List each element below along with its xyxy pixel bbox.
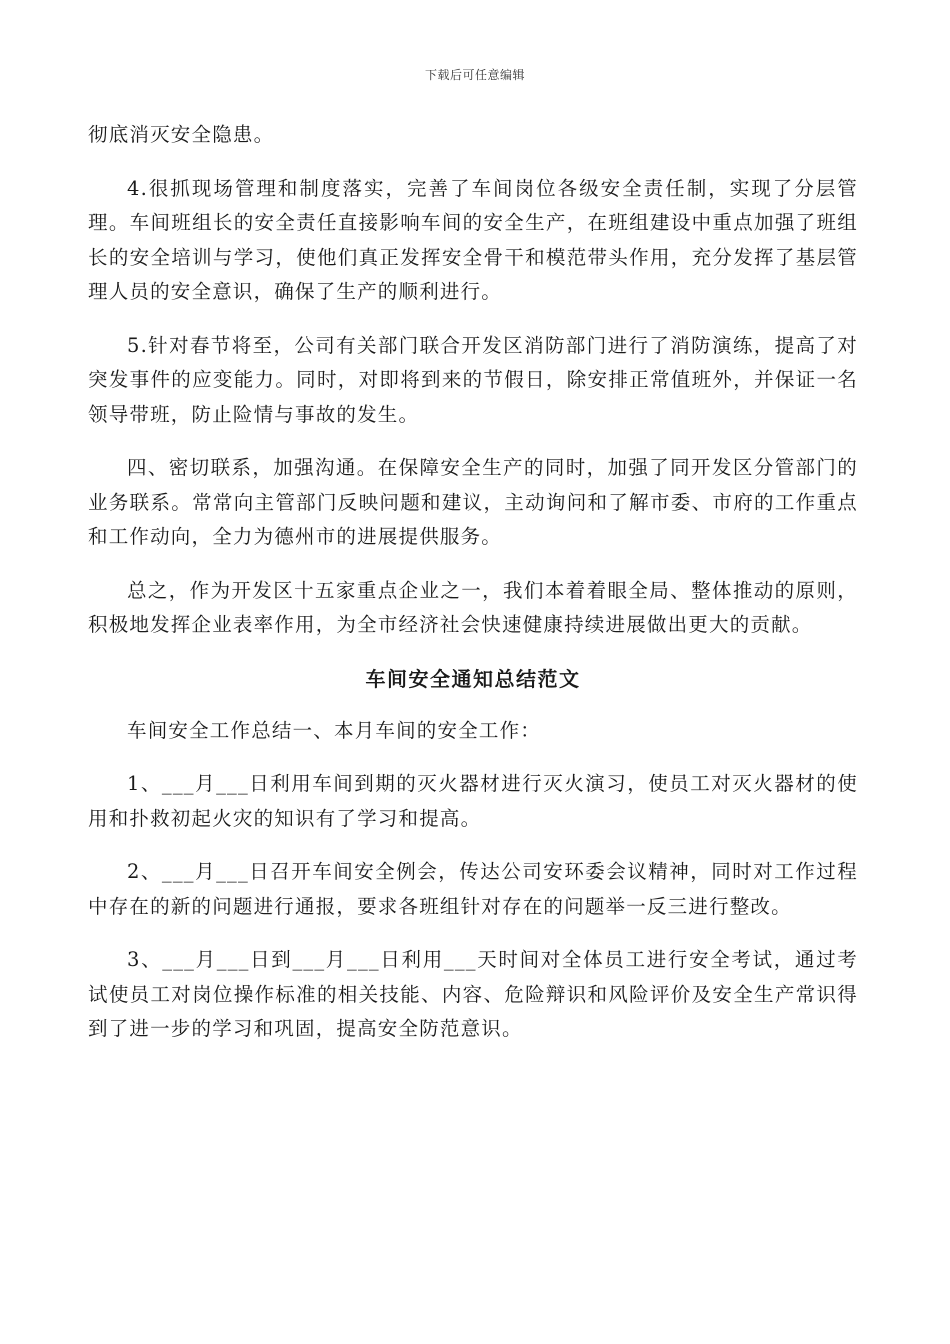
paragraph-list-3: 3、___月___日到___月___日利用___天时间对全体员工进行安全考试，通过考试使员工对岗位操作标准的相关技能、内容、危险辩识和风险评价及安全生产常识得到了进一步的学习和巩固，提高安全防范意识。 (88, 948, 858, 1040)
paragraph-item-5: 5.针对春节将至，公司有关部门联合开发区消防部门进行了消防演练，提高了对突发事件的应变能力。同时，对即将到来的节假日，除安排正常值班外，并保证一名领导带班，防止险情与事故的发生。 (88, 333, 858, 426)
paragraph-section-four: 四、密切联系，加强沟通。在保障安全生产的同时，加强了同开发区分管部门的业务联系。常常向主管部门反映问题和建议，主动询问和了解市委、市府的工作重点和工作动向，全力为德州市的进展提供服务。 (88, 456, 858, 548)
paragraph-continuation: 彻底消灭安全隐患。 (88, 123, 275, 146)
paragraph-list-2: 2、___月___日召开车间安全例会，传达公司安环委会议精神，同时对工作过程中存在的新的问题进行通报，要求各班组针对存在的问题举一反三进行整改。 (88, 860, 858, 918)
page-header: 下载后可任意编辑 (424, 68, 525, 82)
paragraph-intro: 车间安全工作总结一、本月车间的安全工作： (127, 718, 542, 742)
section-title: 车间安全通知总结范文 (365, 666, 581, 691)
paragraph-list-1: 1、___月___日利用车间到期的灭火器材进行灭火演习，使员工对灭火器材的使用和扑救初起火灾的知识有了学习和提高。 (88, 772, 858, 830)
document-body (88, 118, 858, 1066)
paragraph-conclusion: 总之，作为开发区十五家重点企业之一，我们本着着眼全局、整体推动的原则，积极地发挥企业表率作用，为全市经济社会快速健康持续进展做出更大的贡献。 (88, 578, 858, 636)
paragraph-item-4: 4.很抓现场管理和制度落实，完善了车间岗位各级安全责任制，实现了分层管理。车间班组长的安全责任直接影响车间的安全生产，在班组建设中重点加强了班组长的安全培训与学习，使他们真正发挥安全骨干和模范带头作用，充分发挥了基层管理人员的安全意识，确保了生产的顺利进行。 (88, 176, 858, 303)
